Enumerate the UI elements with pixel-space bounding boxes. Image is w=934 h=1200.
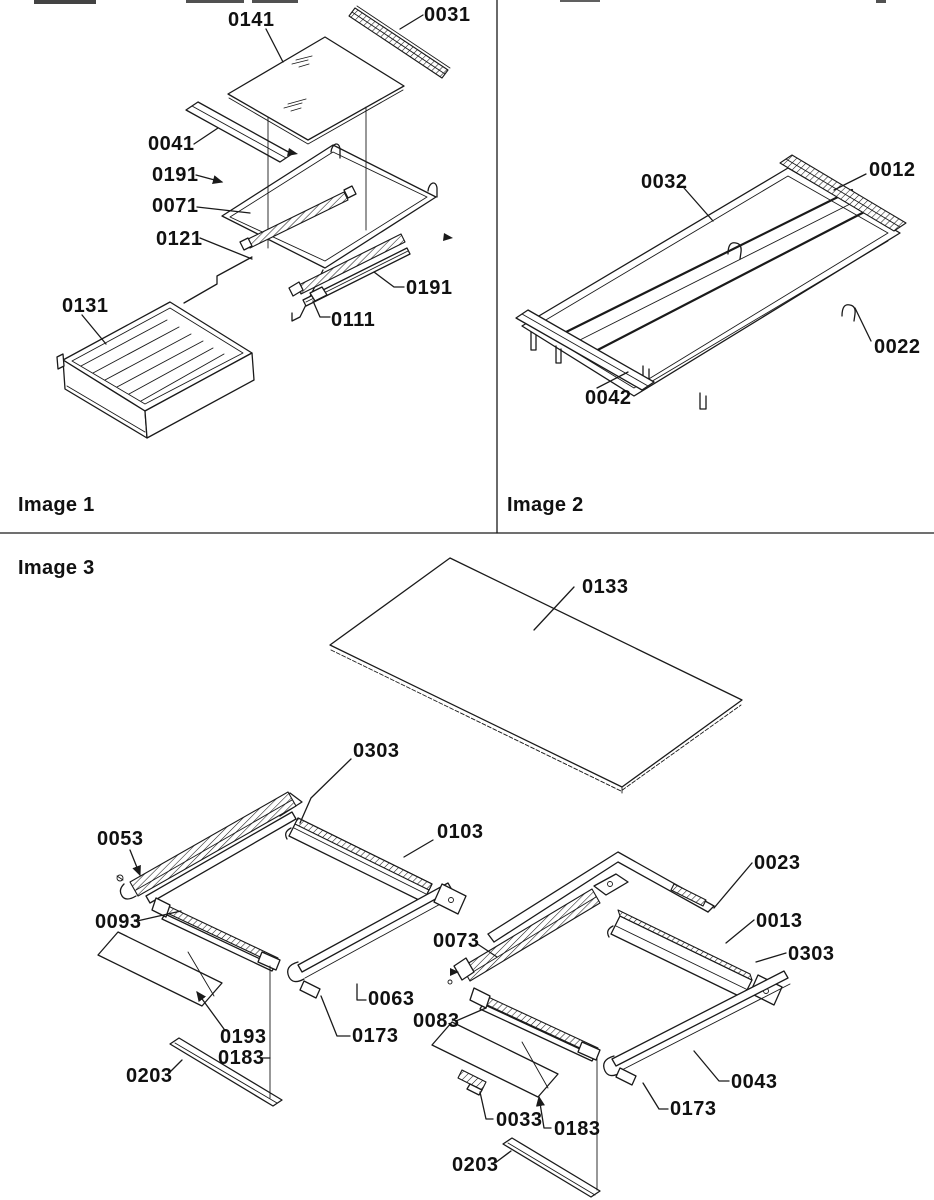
part-label-0023: 0023 xyxy=(754,852,801,874)
part-label-0032: 0032 xyxy=(641,171,688,193)
roller-bar-0103 xyxy=(286,818,432,902)
leader-0032 xyxy=(684,188,713,221)
screw-0053 xyxy=(117,875,123,881)
part-label-0303-left: 0303 xyxy=(353,740,400,762)
rail-0303-left xyxy=(120,792,296,903)
part-label-0183-left: 0183 xyxy=(218,1047,265,1069)
leader-0053 xyxy=(130,850,140,875)
part-label-0121: 0121 xyxy=(156,228,203,250)
part-label-0043: 0043 xyxy=(731,1071,778,1093)
leader-0041 xyxy=(194,128,218,144)
slide-assembly-left xyxy=(98,792,466,1106)
part-label-0141: 0141 xyxy=(228,9,275,31)
frame-hook-tab xyxy=(842,305,855,321)
leader-0173-left xyxy=(321,996,350,1036)
leader-0191-frame xyxy=(196,175,222,182)
leader-0173-right xyxy=(643,1083,668,1109)
part-label-0031: 0031 xyxy=(424,4,471,26)
part-label-0183-right: 0183 xyxy=(554,1118,601,1140)
caption-image3: Image 3 xyxy=(18,557,95,579)
glass-insert-0141 xyxy=(228,37,404,144)
bracket-0023 xyxy=(488,852,714,942)
clip-0033 xyxy=(458,1070,486,1095)
part-label-0203-right: 0203 xyxy=(452,1154,499,1176)
panel-image1 xyxy=(18,4,471,516)
mount-plate-right xyxy=(594,874,628,895)
assembly-arrow-icon xyxy=(443,233,453,241)
leader-0131 xyxy=(82,315,106,344)
part-label-0053: 0053 xyxy=(97,828,144,850)
leader-0303-right xyxy=(756,953,786,962)
part-label-0203-left: 0203 xyxy=(126,1065,173,1087)
leader-0191-rail xyxy=(374,272,404,287)
leader-lines-image2 xyxy=(597,174,871,388)
leader-0023 xyxy=(714,863,752,908)
part-label-0103: 0103 xyxy=(437,821,484,843)
leader-0083 xyxy=(456,1008,486,1021)
assembly-arrow-icon xyxy=(287,148,298,156)
leader-0063 xyxy=(357,984,366,1000)
part-label-0022: 0022 xyxy=(874,336,921,358)
part-label-0071: 0071 xyxy=(152,195,199,217)
trim-bar-0203-right xyxy=(503,1138,600,1197)
leader-0111 xyxy=(313,301,330,317)
trim-bar-0203-right-edge xyxy=(508,1143,595,1195)
part-label-0303-right: 0303 xyxy=(788,943,835,965)
part-label-0193: 0193 xyxy=(220,1026,267,1048)
shelf-frame-0032 xyxy=(522,168,900,409)
part-label-0133: 0133 xyxy=(582,576,629,598)
caption-image2: Image 2 xyxy=(507,494,584,516)
part-label-0033: 0033 xyxy=(496,1109,543,1131)
part-label-0063: 0063 xyxy=(368,988,415,1010)
leader-0022 xyxy=(855,308,871,341)
part-label-0083: 0083 xyxy=(413,1010,460,1032)
leader-0303-left xyxy=(300,759,351,823)
part-label-0173-left: 0173 xyxy=(352,1025,399,1047)
part-label-0191-rail: 0191 xyxy=(406,277,453,299)
leader-0012 xyxy=(834,174,866,190)
slide-rail-0191 xyxy=(289,234,410,306)
crisper-drawer-0131 xyxy=(57,302,254,438)
part-label-0073: 0073 xyxy=(433,930,480,952)
part-label-0042: 0042 xyxy=(585,387,632,409)
part-label-0191-frame: 0191 xyxy=(152,164,199,186)
slide-assembly-right xyxy=(432,852,790,1197)
frame-foot xyxy=(700,393,706,409)
part-label-0012: 0012 xyxy=(869,159,916,181)
leader-lines-image1 xyxy=(82,15,423,344)
caption-image1: Image 1 xyxy=(18,494,95,516)
leader-0031 xyxy=(400,15,423,29)
part-label-0131: 0131 xyxy=(62,295,109,317)
panel-image3 xyxy=(18,557,835,1197)
leader-0071 xyxy=(197,207,250,213)
part-label-0111: 0111 xyxy=(331,309,376,331)
leader-0013 xyxy=(726,920,754,943)
leader-0033 xyxy=(480,1092,493,1119)
leader-0103 xyxy=(404,840,433,857)
leader-0043 xyxy=(694,1051,729,1081)
leader-0141 xyxy=(266,29,283,62)
slide-rail-0043 xyxy=(604,971,790,1085)
panel-image2 xyxy=(507,155,921,516)
part-label-0013: 0013 xyxy=(756,910,803,932)
blank-panel-left xyxy=(98,932,222,1006)
part-label-0173-right: 0173 xyxy=(670,1098,717,1120)
slide-rail-0121 xyxy=(240,186,356,250)
part-label-0041: 0041 xyxy=(148,133,195,155)
leader-0193 xyxy=(197,992,224,1029)
part-label-0093: 0093 xyxy=(95,911,142,933)
